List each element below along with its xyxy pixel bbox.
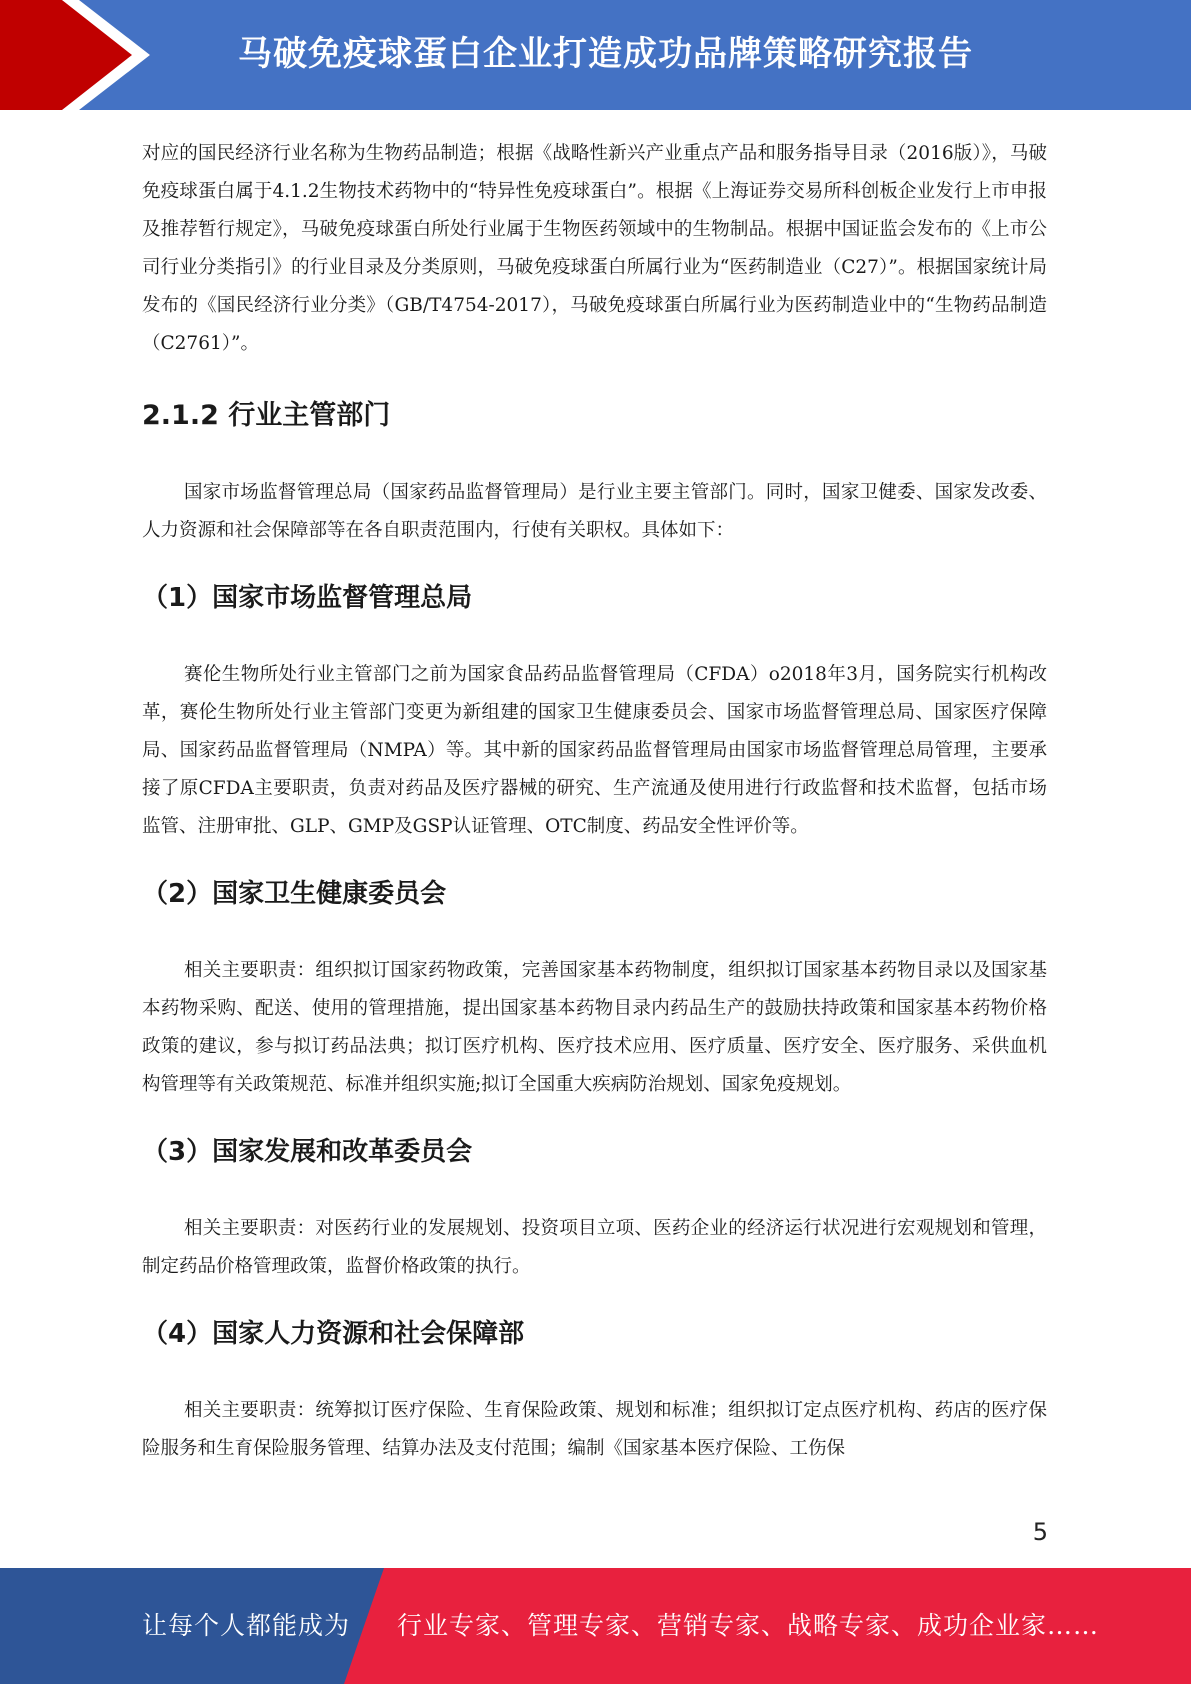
page-header [0, 0, 1191, 110]
subsection-heading-3: （3）国家发展和改革委员会 [142, 1137, 473, 1167]
page-number: 5 [1032, 1518, 1048, 1546]
page-content [142, 135, 1047, 1468]
subsection-paragraph-1: 赛伦生物所处行业主管部门之前为国家食品药品监督管理局（CFDA）o2018年3月，国务院实行机构改革，赛伦生物所处行业主管部门变更为新组建的国家卫生健康委员会、国家市场监督管理总局、国家医疗保障局、国家药品监督管理局（NMPA）等。其中新的国家药品监督管理局由国家市场监督管理总局管理，主要承接了原CFDA主要职责，负责对药品及医疗器械的研究、生产流通及使用进行行政监督和技术监督，包括市场监管、注册审批、GLP、GMP及GSP认证管理、OTC制度、药品安全性评价等。 [142, 664, 1047, 837]
subsection-heading-4: （4）国家人力资源和社会保障部 [142, 1319, 525, 1349]
intro-paragraph: 对应的国民经济行业名称为生物药品制造；根据《战略性新兴产业重点产品和服务指导目录（2016版）》，马破免疫球蛋白属于4.1.2生物技术药物中的“特异性免疫球蛋白”。根据《上海证券交易所科创板企业发行上市申报及推荐暂行规定》，马破免疫球蛋白所处行业属于生物医药领域中的生物制品。根据中国证监会发布的《上市公司行业分类指引》的行业目录及分类原则，马破免疫球蛋白所属行业为“医药制造业（C27）”。根据国家统计局发布的《国民经济行业分类》（GB/T4754-2017），马破免疫球蛋白所属行业为医药制造业中的“生物药品制造（C2761）”。 [142, 143, 1047, 354]
section-heading: 2.1.2 行业主管部门 [142, 400, 391, 431]
section-paragraph: 国家市场监督管理总局（国家药品监督管理局）是行业主要主管部门。同时，国家卫健委、国家发改委、人力资源和社会保障部等在各自职责范围内，行使有关职权。具体如下： [142, 482, 1047, 541]
subsection-paragraph-3: 相关主要职责：对医药行业的发展规划、投资项目立项、医药企业的经济运行状况进行宏观规划和管理，制定药品价格管理政策，监督价格政策的执行。 [142, 1218, 1047, 1277]
footer-slogan-left: 让每个人都能成为 [142, 1611, 351, 1640]
subsection-paragraph-2: 相关主要职责：组织拟订国家药物政策，完善国家基本药物制度，组织拟订国家基本药物目录以及国家基本药物采购、配送、使用的管理措施，提出国家基本药物目录内药品生产的鼓励扶持政策和国家基本药物价格政策的建议，参与拟订药品法典；拟订医疗机构、医疗技术应用、医疗质量、医疗安全、医疗服务、采供血机构管理等有关政策规范、标准并组织实施;拟订全国重大疾病防治规划、国家免疫规划。 [142, 960, 1047, 1095]
subsection-heading-1: （1）国家市场监督管理总局 [142, 583, 473, 613]
page-footer [0, 1568, 1191, 1684]
report-title: 马破免疫球蛋白企业打造成功品牌策略研究报告 [238, 34, 973, 74]
footer-slogan-right: 行业专家、管理专家、营销专家、战略专家、成功企业家…… [397, 1611, 1100, 1640]
subsection-heading-2: （2）国家卫生健康委员会 [142, 879, 447, 909]
subsection-paragraph-4: 相关主要职责：统筹拟订医疗保险、生育保险政策、规划和标准；组织拟订定点医疗机构、药店的医疗保险服务和生育保险服务管理、结算办法及支付范围；编制《国家基本医疗保险、工伤保 [142, 1400, 1047, 1459]
